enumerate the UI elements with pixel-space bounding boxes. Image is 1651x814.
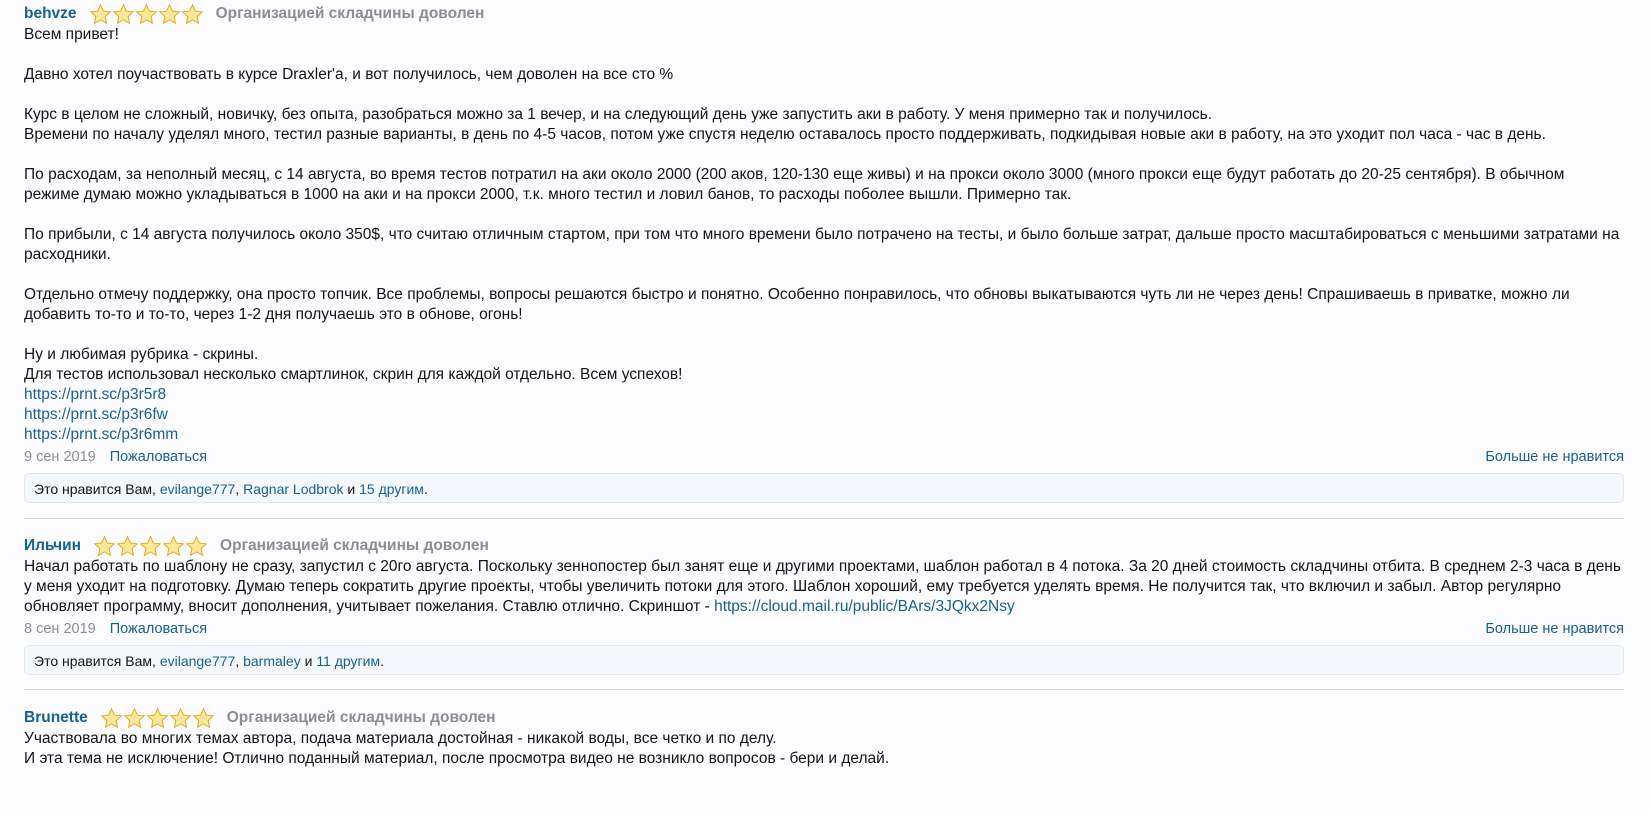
review-paragraph: [24, 85, 1624, 105]
star-icon: [185, 535, 208, 558]
others-link[interactable]: 15 другим: [359, 481, 424, 497]
review-header: [24, 707, 1624, 729]
likes-end: .: [380, 653, 384, 669]
review-paragraph: [24, 265, 1624, 285]
star-icon: [112, 3, 135, 26]
review-paragraph: Для тестов использовал несколько смартлинок, скрин для каждой отдельно. Всем успехов!: [24, 366, 683, 383]
star-icon: [93, 535, 116, 558]
star-icon: [135, 3, 158, 26]
review-item: [24, 3, 1624, 503]
review-item: [24, 707, 1624, 769]
likes-end: .: [423, 481, 428, 497]
rating-stars: [100, 707, 215, 730]
unlike-link[interactable]: Больше не нравится: [1485, 621, 1624, 637]
review-text: Начал работать по шаблону не сразу, запустил с 20го августа. Поскольку зеннопостер был занят еще и другими проектами, шаблон работал в 4 потока. За 20 дней стоимость складчины отбита. В среднем 2-3 часа в день у меня уходит на подготовку. Думаю теперь сократить другие проекты, чтобы увеличить потоки для этого. Шаблон хороший, ему требуется уделять время. Не получится так, что включил и забыл. Автор регулярно обновляет программу, вносит дополнения, учитывает пожелания. Ставлю отлично. Скриншот -: [24, 558, 1621, 615]
review-paragraph: Курс в целом не сложный, новичку, без опыта, разобраться можно за 1 вечер, и на следующий день уже запустить аки в работу. У меня примерно так и получилось.: [24, 106, 1213, 123]
liker-link[interactable]: evilange777: [159, 481, 236, 497]
review-paragraph: [24, 145, 1624, 165]
review-paragraph: [24, 205, 1624, 225]
likes-summary: [24, 473, 1624, 503]
review-author-link[interactable]: Ильчин: [24, 537, 82, 554]
screenshot-link[interactable]: https://cloud.mail.ru/public/BArs/3JQkx2Nsy: [714, 598, 1015, 615]
likes-summary: [24, 645, 1624, 675]
review-divider: [24, 518, 1624, 519]
review-paragraph: И эта тема не исключение! Отлично поданный материал, после просмотра видео не возникло вопросов - бери и делай.: [24, 750, 890, 767]
others-link[interactable]: 11 другим: [316, 653, 381, 669]
review-meta: [24, 449, 1624, 469]
likes-separator: ,: [235, 481, 244, 497]
review-author-link[interactable]: Brunette: [24, 709, 88, 726]
star-icon: [89, 3, 112, 26]
review-paragraph: Отдельно отмечу поддержку, она просто топчик. Все проблемы, вопросы решаются быстро и понятно. Особенно понравилось, что обновы выкатываются чуть ли не через день! Спрашиваешь в приватке, можно ли добавить то-то и то-то, через 1-2 дня получаешь это в обнове, огонь!: [24, 286, 1570, 323]
star-icon: [123, 707, 146, 730]
review-verdict: Организацией складчины доволен: [215, 5, 485, 22]
likes-and: и: [300, 653, 317, 669]
star-icon: [158, 3, 181, 26]
report-link[interactable]: Пожаловаться: [109, 449, 208, 465]
likes-and: и: [343, 481, 360, 497]
rating-stars: [93, 535, 208, 558]
screenshot-link[interactable]: https://prnt.sc/p3r5r8: [24, 386, 167, 403]
likes-prefix: Это нравится Вам,: [34, 481, 160, 497]
screenshot-link[interactable]: https://prnt.sc/p3r6mm: [24, 426, 179, 443]
star-icon: [169, 707, 192, 730]
likes-prefix: Это нравится Вам,: [34, 653, 160, 669]
star-icon: [139, 535, 162, 558]
star-icon: [100, 707, 123, 730]
screenshot-link[interactable]: https://prnt.sc/p3r6fw: [24, 406, 168, 423]
review-paragraph: Ну и любимая рубрика - скрины.: [24, 346, 259, 363]
review-date: 8 сен 2019: [24, 621, 96, 637]
star-icon: [192, 707, 215, 730]
star-icon: [181, 3, 204, 26]
star-icon: [146, 707, 169, 730]
review-paragraph: По прибыли, с 14 августа получилось около 350$, что считаю отличным стартом, при том что много времени было потрачено на тесты, и было больше затрат, дальше просто масштабироваться с меньшими затратами на расходники.: [24, 226, 1620, 263]
review-header: [24, 3, 1624, 25]
star-icon: [162, 535, 185, 558]
liker-link[interactable]: Ragnar Lodbrok: [243, 481, 344, 497]
star-icon: [116, 535, 139, 558]
report-link[interactable]: Пожаловаться: [109, 621, 208, 637]
review-body: [24, 557, 1624, 617]
review-paragraph: По расходам, за неполный месяц, с 14 августа, во время тестов потратил на аки около 2000 (200 аков, 120-130 еще живы) и на прокси около 3000 (много прокси еще будут работать до 20-25 сентября). В обычном режиме думаю можно укладываться в 1000 на аки и на прокси 2000, т.к. много тестил и ловил банов, то расходы поболее вышли. Примерно так.: [24, 166, 1565, 203]
review-header: [24, 535, 1624, 557]
review-author-link[interactable]: behvze: [24, 5, 77, 22]
review-meta: [24, 621, 1624, 641]
liker-link[interactable]: barmaley: [243, 653, 301, 669]
review-item: [24, 535, 1624, 675]
review-paragraph: Участвовала во многих темах автора, подача материала достойная - никакой воды, все четко и по делу.: [24, 730, 777, 747]
rating-stars: [89, 3, 204, 26]
review-divider: [24, 689, 1624, 690]
review-verdict: Организацией складчины доволен: [220, 537, 489, 554]
review-body: [24, 729, 1624, 769]
review-paragraph: Давно хотел поучаствовать в курсе Draxler'a, и вот получилось, чем доволен на все сто %: [24, 66, 674, 83]
review-paragraph: Времени по началу уделял много, тестил разные варианты, в день по 4-5 часов, потом уже спустя неделю оставалось просто поддерживать, подкидывая новые аки в работу, на это уходит пол часа - час в день.: [24, 126, 1546, 143]
unlike-link[interactable]: Больше не нравится: [1485, 449, 1624, 465]
review-verdict: Организацией складчины доволен: [226, 709, 496, 726]
review-body: [24, 25, 1624, 445]
liker-link[interactable]: evilange777: [159, 653, 236, 669]
review-paragraph: [24, 45, 1624, 65]
review-paragraph: Всем привет!: [24, 26, 119, 43]
review-date: 9 сен 2019: [24, 449, 96, 465]
likes-separator: ,: [235, 653, 244, 669]
review-paragraph: [24, 325, 1624, 345]
